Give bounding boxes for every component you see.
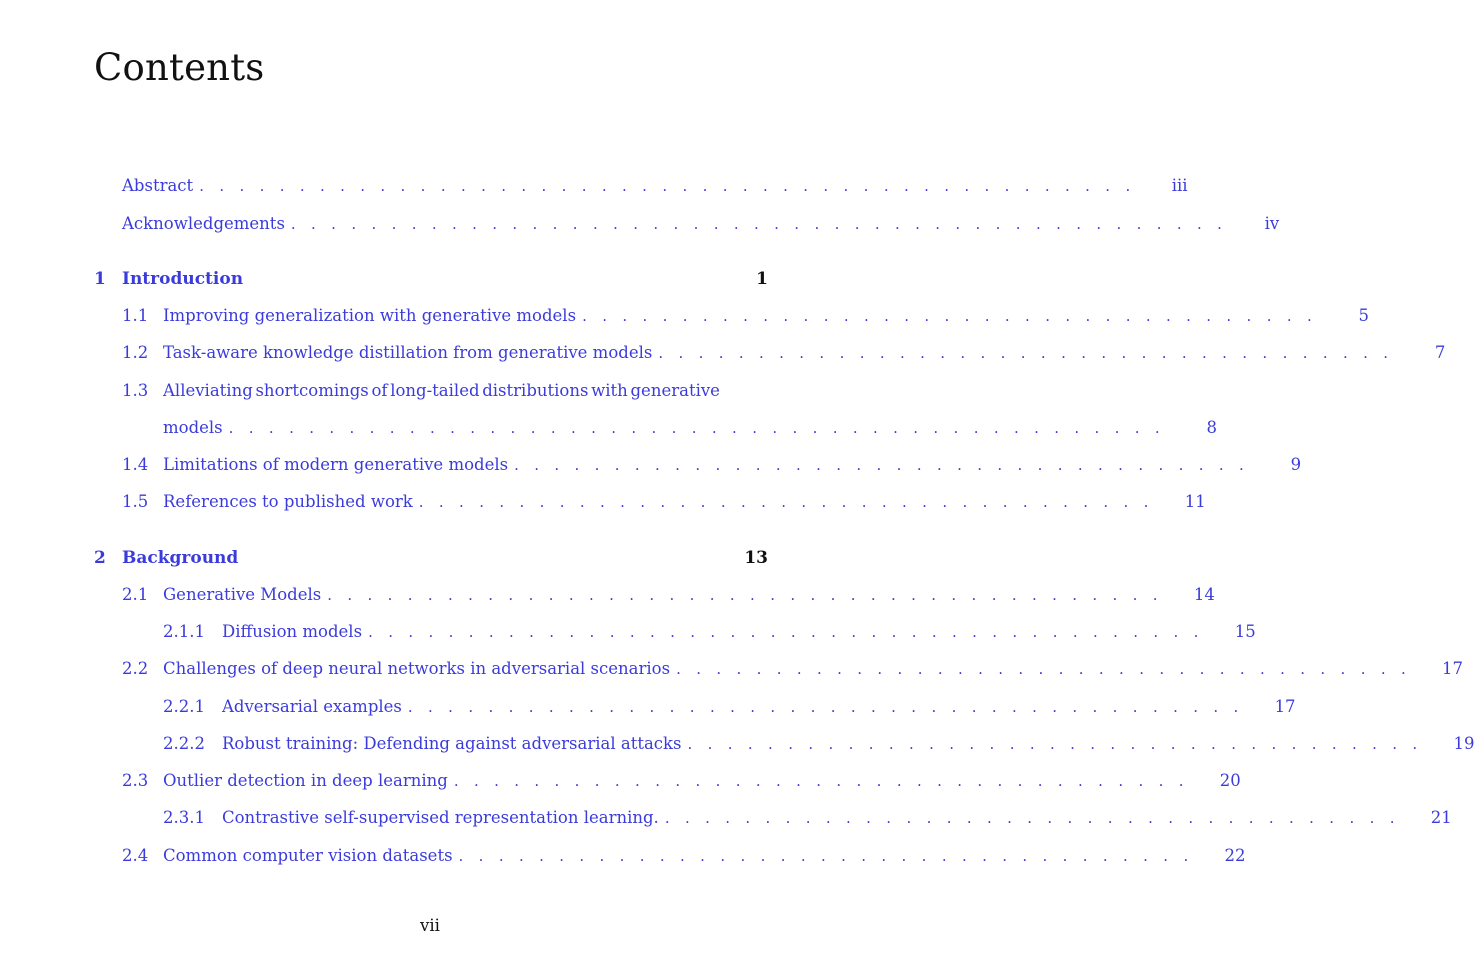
chapter-page[interactable]: 13 [744,548,768,568]
section-number[interactable]: 2.3 [122,771,149,790]
section-page[interactable]: 5 [1358,306,1370,325]
section-number[interactable]: 1.4 [122,455,149,474]
chapter-title[interactable]: Introduction [122,269,244,289]
dot-leader: . . . . . . . . . . . . . . . . . . . . . . . . . . . . . . . . . . . . . [676,660,1412,678]
section-page[interactable]: 17 [1442,659,1464,678]
dot-leader: . . . . . . . . . . . . . . . . . . . . . . . . . . . . . . . . . . . . . [582,307,1318,325]
title-word: shortcomings [255,381,369,400]
subsection-number[interactable]: 2.2.1 [163,697,205,716]
toc-chapter-2[interactable] [94,546,768,570]
dot-leader: . . . . . . . . . . . . . . . . . . . . . . . . . . . . . . . . . . . . . [418,493,1154,511]
toc-subsection-2-2-2[interactable] [163,732,1474,756]
section-page[interactable]: 20 [1219,771,1241,790]
dot-leader: . . . . . . . . . . . . . . . . . . . . . . . . . . . . . . . . . . . . . . . . . . . . . . . [199,177,1136,195]
section-title[interactable]: Outlier detection in deep learning [163,771,448,790]
page-number-footer: vii [420,916,440,935]
toc-section-2-4[interactable] [122,844,1246,868]
toc-section-2-2[interactable] [122,657,1464,681]
section-number[interactable]: 1.2 [122,343,149,362]
dot-leader: . . . . . . . . . . . . . . . . . . . . . . . . . . . . . . . . . . . . . [453,772,1189,790]
subsection-page[interactable]: 19 [1453,734,1474,753]
chapter-page[interactable]: 1 [756,269,768,289]
section-page[interactable]: 14 [1193,585,1215,604]
section-number[interactable]: 1.5 [122,492,149,511]
title-word: Alleviating [163,381,253,400]
toc-chapter-1[interactable] [94,267,768,291]
toc-section-1-1[interactable] [122,304,1370,328]
title-word: generative [630,381,720,400]
section-title[interactable]: Improving generalization with generative models [163,306,577,325]
section-page[interactable]: 9 [1290,455,1302,474]
toc-entry-abstract[interactable] [122,174,1188,198]
title-word: long-tailed [390,381,480,400]
toc-section-1-2[interactable] [122,341,1446,365]
subsection-title[interactable]: Robust training: Defending against adversarial attacks [222,734,682,753]
toc-entry-page[interactable]: iii [1171,176,1188,195]
page-title: Contents [94,46,265,89]
dot-leader: . . . . . . . . . . . . . . . . . . . . . . . . . . . . . . . . . . . . . . . . . . . . . . . [290,215,1228,233]
section-number[interactable]: 2.1 [122,585,149,604]
title-word: with [591,381,628,400]
toc-section-2-3[interactable] [122,769,1241,793]
dot-leader: . . . . . . . . . . . . . . . . . . . . . . . . . . . . . . . . . . . . . . . . . . . . . . . [228,419,1165,437]
toc-entry-title[interactable]: Abstract [122,176,194,195]
section-title-line1[interactable] [163,379,720,403]
chapter-number[interactable]: 2 [94,548,106,568]
subsection-number[interactable]: 2.2.2 [163,734,205,753]
section-title[interactable]: Generative Models [163,585,322,604]
subsection-title[interactable]: Adversarial examples [222,697,402,716]
subsection-page[interactable]: 21 [1430,808,1452,827]
title-word: distributions [482,381,589,400]
dot-leader: . . . . . . . . . . . . . . . . . . . . . . . . . . . . . . . . . . . . . [514,456,1250,474]
section-page[interactable]: 22 [1224,846,1246,865]
toc-subsection-2-1-1[interactable] [163,620,1256,644]
dot-leader: . . . . . . . . . . . . . . . . . . . . . . . . . . . . . . . . . . . . . . . . . . [327,586,1163,604]
dot-leader: . . . . . . . . . . . . . . . . . . . . . . . . . . . . . . . . . . . . . [658,344,1394,362]
chapter-title[interactable]: Background [122,548,239,568]
dot-leader: . . . . . . . . . . . . . . . . . . . . . . . . . . . . . . . . . . . . . . . . . . [407,698,1244,716]
toc-entry-acknowledgements[interactable] [122,212,1280,236]
subsection-page[interactable]: 17 [1274,697,1296,716]
toc-section-1-3[interactable] [122,379,722,403]
section-page[interactable]: 11 [1184,492,1206,511]
section-page[interactable]: 8 [1206,418,1217,437]
subsection-number[interactable]: 2.3.1 [163,808,205,827]
toc-section-1-5[interactable] [122,490,1206,514]
subsection-number[interactable]: 2.1.1 [163,622,205,641]
title-word: of [371,381,388,400]
toc-section-1-4[interactable] [122,453,1302,477]
section-title[interactable]: Common computer vision datasets [163,846,453,865]
toc-subsection-2-2-1[interactable] [163,695,1296,719]
subsection-title[interactable]: Contrastive self-supervised representation learning. [222,808,659,827]
subsection-page[interactable]: 15 [1234,622,1256,641]
dot-leader: . . . . . . . . . . . . . . . . . . . . . . . . . . . . . . . . . . . . . [687,735,1423,753]
section-number[interactable]: 1.3 [122,381,149,400]
section-title[interactable]: Limitations of modern generative models [163,455,509,474]
section-number[interactable]: 2.4 [122,846,149,865]
toc-subsection-2-3-1[interactable] [163,806,1452,830]
subsection-title[interactable]: Diffusion models [222,622,363,641]
dot-leader: . . . . . . . . . . . . . . . . . . . . . . . . . . . . . . . . . . . . . [458,847,1194,865]
section-number[interactable]: 2.2 [122,659,149,678]
section-title[interactable]: Task-aware knowledge distillation from generative models [163,343,653,362]
toc-entry-page[interactable]: iv [1264,214,1280,233]
chapter-number[interactable]: 1 [94,269,106,289]
toc-section-1-3-continued[interactable] [163,416,1217,440]
section-page[interactable]: 7 [1434,343,1446,362]
section-number[interactable]: 1.1 [122,306,149,325]
section-title[interactable]: Challenges of deep neural networks in adversarial scenarios [163,659,671,678]
section-title[interactable]: References to published work [163,492,413,511]
toc-section-2-1[interactable] [122,583,1215,607]
section-title-line2[interactable]: models [163,418,223,437]
toc-entry-title[interactable]: Acknowledgements [122,214,285,233]
dot-leader: . . . . . . . . . . . . . . . . . . . . . . . . . . . . . . . . . . . . . [664,809,1400,827]
dot-leader: . . . . . . . . . . . . . . . . . . . . . . . . . . . . . . . . . . . . . . . . . . [368,623,1204,641]
